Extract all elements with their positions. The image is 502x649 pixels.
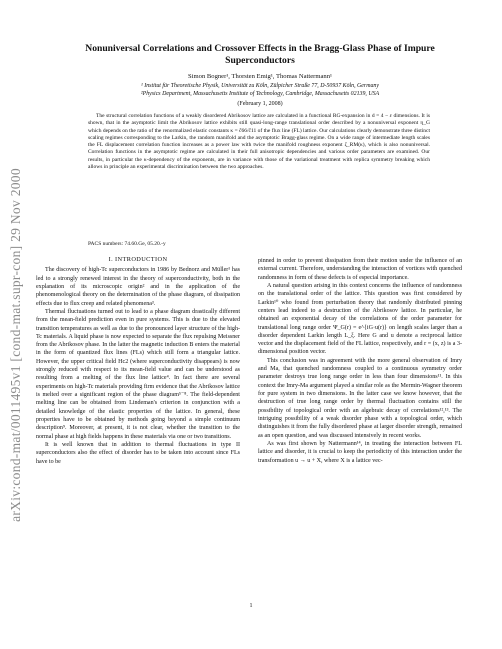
title-line-1: Nonuniversal Correlations and Crossover Effects in the Bragg-Glass Phase of Impure [85, 43, 435, 54]
title-line-2: Superconductors [225, 55, 295, 66]
page-number: 1 [249, 603, 253, 609]
affiliation-1: ¹ Institut für Theoretische Physik, Universität zu Köln, Zülpicher Straße 77, D-50937 Köln, Germany [141, 83, 379, 89]
right-column [258, 257, 462, 465]
publication-date: (February 1, 2008) [237, 101, 283, 107]
body-paragraph: This conclusion was in agreement with the more general observation of Imry and Ma, that quenched randomness coupled to a continuous symmetry order parameter destroys true long range order in less than four dimensions¹¹. In this context the Imry-Ma argument played a similar role as the Mermin-Wagner theorem for pure system in two dimensions. In the latter case we know however, that the destruction of true long range order by thermal fluctuation contains still the possibility of topological order with an algebraic decay of correlations¹²,¹³. The intriguing possibility of a weak disorder phase with a topological order, which distinguishes it from the fully disordered phase at larger disorder strength, remained as an open question, and was discussed intensively in recent works. [258, 357, 462, 439]
body-paragraph: Thermal fluctuations turned out to lead to a phase diagram drastically different from the mean-field prediction even in pure systems. This is due to the elevated transition temperatures as well as due to the pronounced layer structure of the high-Tc materials. A liquid phase is now expected to separate the flux repulsing Meissner from the Abrikosov phase. In the latter the magnetic induction B enters the material in the form of quantized flux lines (FLs) which still form a triangular lattice. However, the upper critical field Hc2 (where superconductivity disappears) is now strongly reduced with respect to its mean-field value and can be understood as resulting from a melting of the flux line lattice⁴. In fact there are several experiments on high-Tc materials providing firm evidence that the Abrikosov lattice is melted over a significant region of the phase diagram⁵⁻⁸. The field-dependent melting line can be obtained from Lindeman's criterion in conjunction with a detailed knowledge of the elastic properties of the lattice. In general, these properties have to be obtained by methods going beyond a simple continuum description⁹. Moreover, at present, it is not clear, whether the transition to the normal phase at high fields happens in these materials via one or two transitions. [36, 308, 240, 440]
body-paragraph: The discovery of high-Tc superconductors in 1986 by Bednorz and Müller¹ has led to a strongly renewed interest in the theory of superconductivity, both in the explanation of its microscopic origin² and in the application of the phenomenological theory on the determination of the phase diagram, of dissipation effects due to flux creep and related phenomena³. [36, 267, 240, 307]
abstract [88, 113, 430, 171]
body-paragraph: It is well known that in addition to thermal fluctuations in type II superconductors also the effect of disorder has to be taken into account since FLs have to be [36, 441, 240, 465]
left-column [36, 256, 240, 466]
affiliation-2: ²Physics Department, Massachusetts Institute of Technology, Cambridge, Massachusetts 02139, USA [140, 91, 380, 97]
section-heading: I. INTRODUCTION [108, 256, 168, 263]
pacs-numbers: PACS numbers: 74.60.Ge, 05.20.-y [88, 241, 166, 247]
body-paragraph: As was first shown by Nattermann¹⁴, in treating the interaction between FL lattice and disorder, it is crucial to keep the periodicity of this interaction under the transformation u → u + X, where X is a lattice vec- [258, 440, 462, 464]
body-paragraph: A natural question arising in this context concerns the influence of randomness on the translational order of the lattice. This question was first considered by Larkin¹⁰ who found from perturbation theory that randomly distributed pinning centers lead indeed to a destruction of the Abrikosov lattice. In particular, he obtained an exponential decay of the correlations of the order parameter for translational long range order Ψ_G(r) = e^{iG·u(r)} on length scales larger than a disorder dependent Larkin length L_ξ. Here G and u denote a reciprocal lattice vector and the displacement field of the FL lattice, respectively, and r = (x, z) is a 3-dimensional position vector. [258, 282, 462, 356]
body-paragraph: pinned in order to prevent dissipation from their motion under the influence of an external current. Therefore, understanding the interaction of vortices with quenched randomness in form of these defects is of especial importance. [258, 258, 462, 281]
arxiv-identifier: arXiv:cond-mat/0011495v1 [cond-mat.supr-con] 29 Nov 2000 [8, 168, 23, 522]
author-list: Simon Bogner¹, Thorsten Emig¹, Thomas Nattermann¹ [188, 73, 332, 80]
abstract-text: The structural correlation functions of a weakly disordered Abrikosov lattice are calculated in a functional RG-expansion in d = 4 − ε dimensions. It is shown, that in the asymptotic limit the Abrikosov lattice exhibits still quasi-long-range translational order described by a nonuniversal exponent η_G which depends on the ratio of the renormalized elastic constants κ = c̃66/c̃11 of the flux line (FL) lattice. Our calculations clearly demonstrate three distinct scaling regimes corresponding to the Larkin, the random manifold and the asymptotic Bragg-glass regime. On a wide range of intermediate length scales the FL displacement correlation function increases as a power law with twice the manifold roughness exponent ζ_RM(κ), which is also nonuniversal. Correlation functions in the asymptotic regime are calculated in their full anisotropic dependencies and various order parameters are examined. Our results, in particular the κ-dependency of the exponents, are in variance with those of the variational treatment with replica symmetry breaking which allows in principle an experimental discrimination between the two approaches. [88, 113, 430, 171]
arxiv-stamp [6, 110, 26, 580]
paper-title [60, 43, 460, 67]
